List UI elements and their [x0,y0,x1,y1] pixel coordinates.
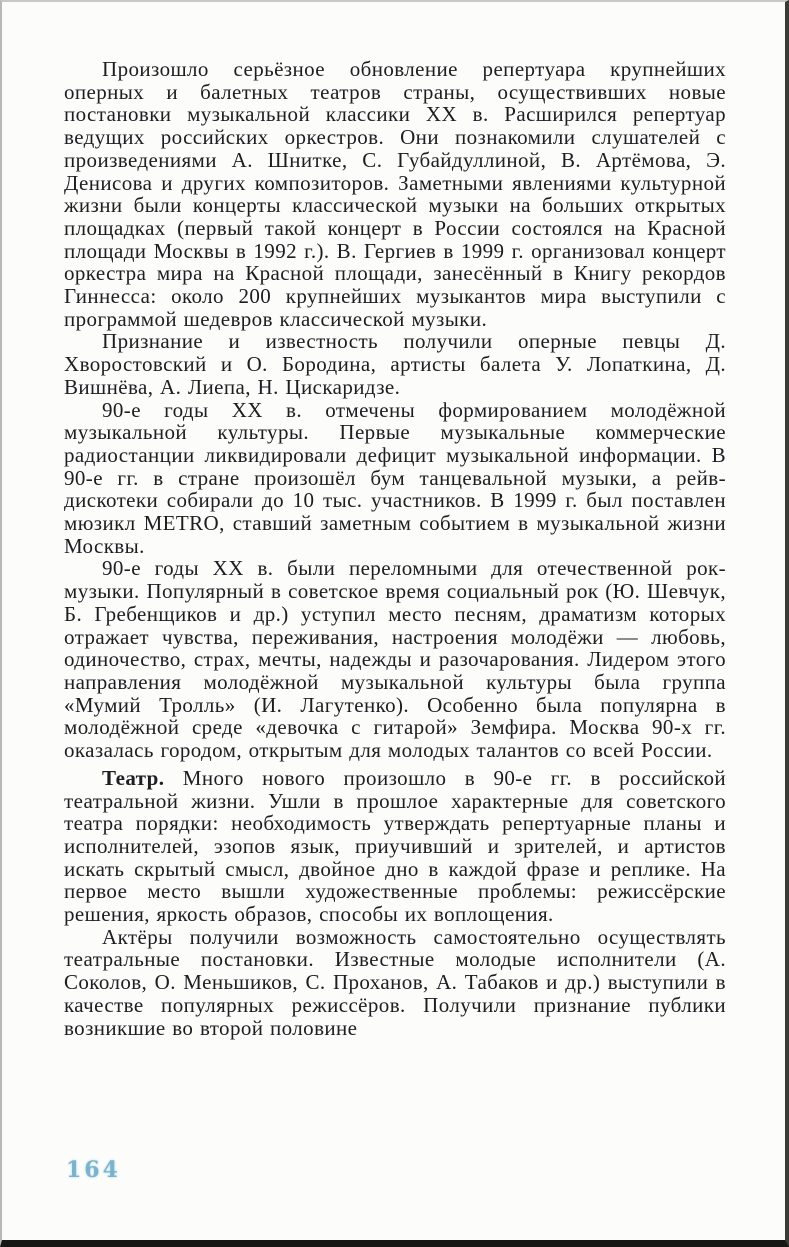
paragraph-text: 90-е годы XX в. отмечены формированием молодёжной музыкальной культуры. Первые музыкальные коммерческие радиостанции ликвидировали дефицит музыкальной информации. В 90-е гг. в стране произошёл бум танцевальной музыки, а рейв-дискотеки собирали до 10 тыс. участников. В 1999 г. был поставлен мюзикл METRO, ставший заметным событием в музыкальной жизни Москвы. [64,397,726,558]
paragraph [64,926,726,1040]
paragraph [64,58,726,330]
paragraph [64,399,726,558]
paragraph-text: Произошло серьёзное обновление репертуара крупнейших оперных и балетных театров страны, осуществивших новые постановки музыкальной классики XX в. Расширился репертуар ведущих российских оркестров. Они познакомили слушателей с произведениями А. Шнитке, С. Губайдуллиной, В. Артёмова, Э. Денисова и других композиторов. Заметными явлениями культурной жизни были концерты классической музыки на больших открытых площадках (первый такой концерт в России состоялся на Красной площади Москвы в 1992 г.). В. Гергиев в 1999 г. организовал концерт оркестра мира на Красной площади, занесённый в Книгу рекордов Гиннесса: около 200 крупнейших музыкантов мира выступили с программой шедевров классической музыки. [64,57,726,331]
paragraph [64,557,726,761]
paragraph-text: Актёры получили возможность самостоятельно осуществлять театральные постановки. Известные молодые исполнители (А. Соколов, О. Меньшиков, С. Проханов, А. Табаков и др.) выступили в качестве популярных режиссёров. Получили признание публики возникшие во второй половине [64,924,726,1040]
paragraph-theatre [64,767,726,926]
page-number: 164 [66,1157,121,1183]
paragraph [64,330,726,398]
paragraph-text: 90-е годы XX в. были переломными для отечественной рок-музыки. Популярный в советское время социальный рок (Ю. Шевчук, Б. Гребенщиков и др.) уступил место песням, драматизм которых отражает чувства, переживания, настроения молодёжи — любовь, одиночество, страх, мечты, надежды и разочарования. Лидером этого направления молодёжной музыкальной культуры была группа «Мумий Тролль» (И. Лагутенко). Особенно была популярна в молодёжной среде «девочка с гитарой» Земфира. Москва 90-х гг. оказалась городом, открытым для молодых талантов со всей России. [64,556,726,763]
paragraph-text: Признание и известность получили оперные певцы Д. Хворостовский и О. Бородина, артисты балета У. Лопаткина, Д. Вишнёва, А. Лиепа, Н. Цискаридзе. [64,329,726,399]
text-block [64,58,726,1039]
paragraph-lead: Театр. [102,765,183,790]
paragraph-text: Много нового произошло в 90-е гг. в российской театральной жизни. Ушли в прошлое характерные для советского театра порядки: необходимость утверждать репертуарные планы и исполнителей, эзопов язык, приучивший и зрителей, и артистов искать скрытый смысл, двойное дно в каждой фразе и реплике. На первое место вышли художественные проблемы: режиссёрские решения, яркость образов, способы их воплощения. [64,765,726,927]
